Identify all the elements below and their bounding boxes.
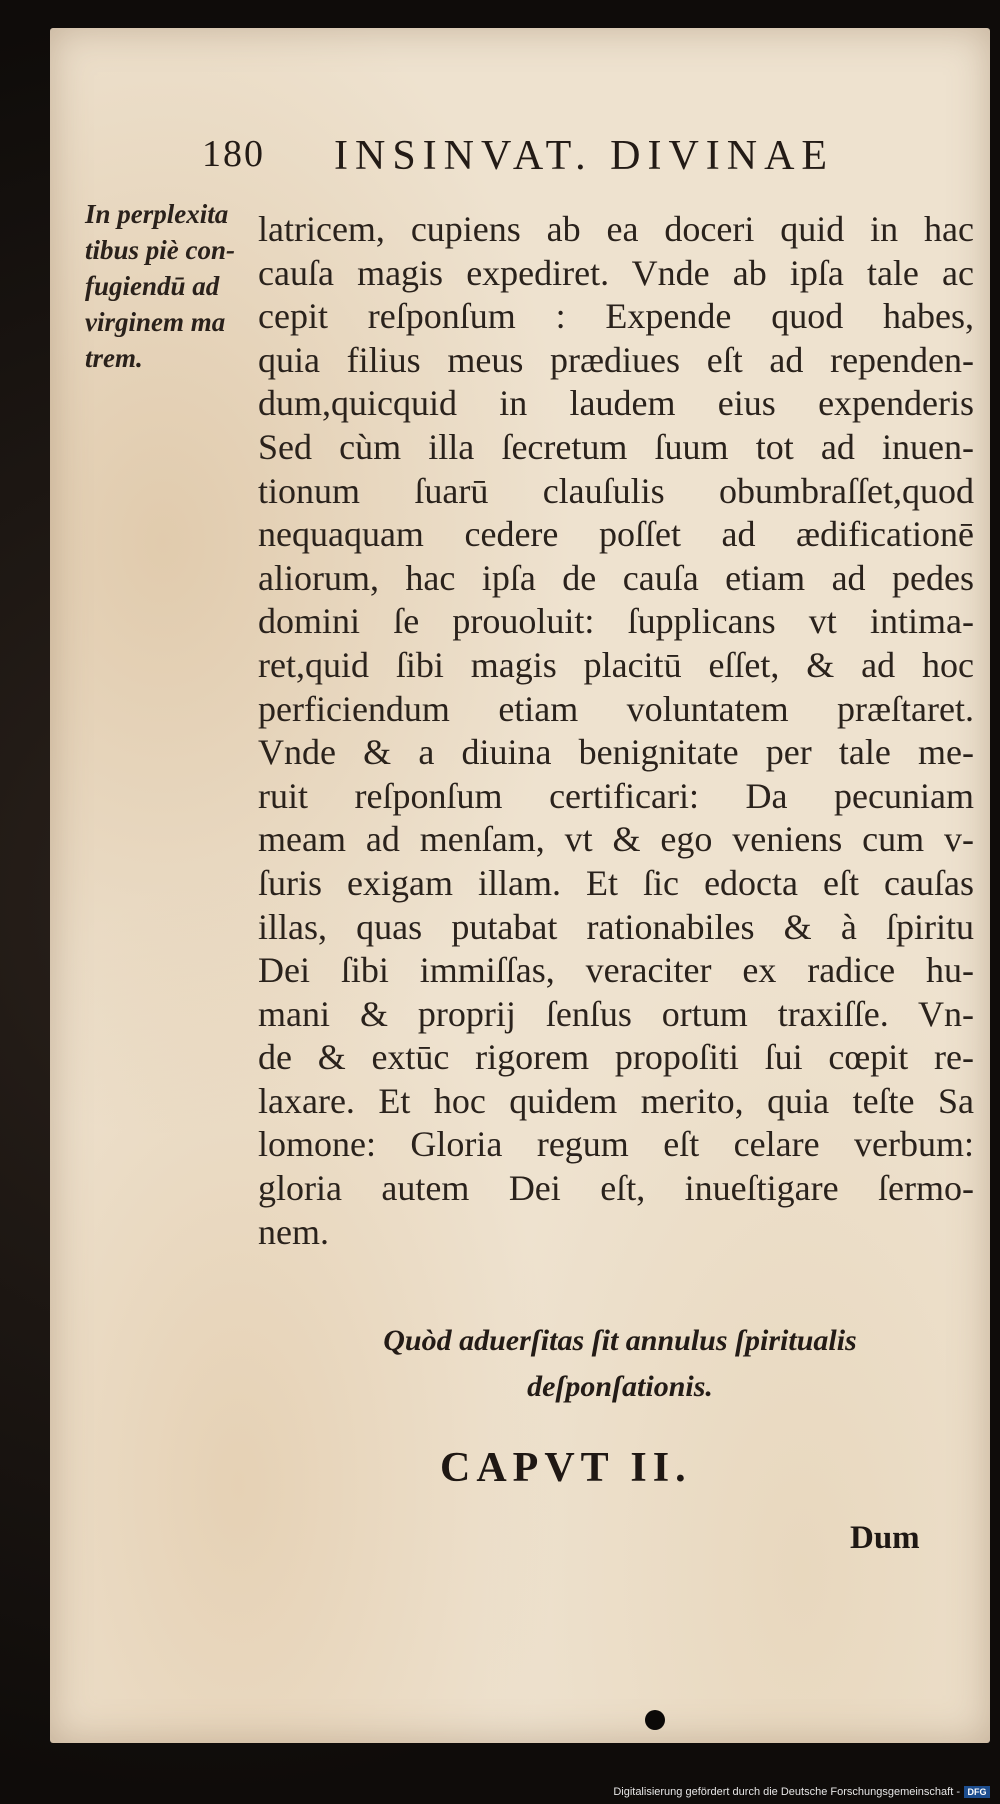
marginal-note-line: In perplexita bbox=[85, 199, 229, 229]
text-line: nem. bbox=[258, 1211, 329, 1252]
dfg-logo: DFG bbox=[964, 1786, 990, 1798]
text-line: ſuris exigam illam. Et ſic edocta eſt cauſas bbox=[258, 862, 974, 903]
binding-mark bbox=[645, 1710, 665, 1730]
marginal-note-line: fugiendū ad bbox=[85, 271, 220, 301]
text-line: tionum ſuarū clauſulis obumbraſſet,quod bbox=[258, 470, 974, 511]
catchword: Dum bbox=[850, 1520, 920, 1556]
text-line: quia filius meus prædiues eſt ad rependen- bbox=[258, 339, 974, 380]
text-line: gloria autem Dei eſt, inueſtigare ſermo- bbox=[258, 1168, 974, 1209]
text-line: ruit reſponſum certificari: Da pecuniam bbox=[258, 775, 974, 816]
text-line: cepit reſponſum : Expende quod habes, bbox=[258, 296, 974, 337]
text-line: illas, quas putabat rationabiles & à ſpiritu bbox=[258, 906, 974, 947]
text-line: lomone: Gloria regum eſt celare verbum: bbox=[258, 1124, 974, 1165]
text-line: cauſa magis expediret. Vnde ab ipſa tale ac bbox=[258, 252, 974, 293]
body-text bbox=[258, 208, 974, 1254]
text-line: de & extūc rigorem propoſiti ſui cœpit re- bbox=[258, 1037, 974, 1078]
text-line: nequaquam cedere poſſet ad ædificationē bbox=[258, 514, 974, 555]
marginal-note-line: virginem ma bbox=[85, 307, 226, 337]
digitization-credit bbox=[613, 1784, 990, 1800]
text-line: perficiendum etiam voluntatem præſtaret. bbox=[258, 688, 974, 729]
text-line: Sed cùm illa ſecretum ſuum tot ad inuen- bbox=[258, 426, 974, 467]
text-line: domini ſe prouoluit: ſupplicans vt intima- bbox=[258, 601, 974, 642]
text-line: dum,quicquid in laudem eius expenderis bbox=[258, 383, 974, 424]
caption-line: Quòd aduerſitas ſit annulus ſpiritualis bbox=[383, 1324, 857, 1357]
credit-text: Digitalisierung gefördert durch die Deutsche Forschungsgemeinschaft - bbox=[613, 1786, 960, 1798]
section-caption bbox=[300, 1318, 940, 1410]
text-line: laxare. Et hoc quidem merito, quia teſte Sa bbox=[258, 1080, 974, 1121]
page-number: 180 bbox=[202, 133, 265, 175]
text-line: meam ad menſam, vt & ego veniens cum v- bbox=[258, 819, 974, 860]
chapter-heading: CAPVT II. bbox=[440, 1445, 692, 1491]
marginal-note-line: tibus piè con- bbox=[85, 235, 236, 265]
text-line: mani & proprij ſenſus ortum traxiſſe. Vn- bbox=[258, 993, 974, 1034]
text-line: latricem, cupiens ab ea doceri quid in hac bbox=[258, 209, 974, 249]
text-line: Dei ſibi immiſſas, veraciter ex radice hu- bbox=[258, 950, 974, 991]
text-line: Vnde & a diuina benignitate per tale me- bbox=[258, 732, 974, 773]
marginal-note bbox=[85, 196, 265, 376]
marginal-note-line: trem. bbox=[85, 343, 143, 373]
text-line: ret,quid ſibi magis placitū eſſet, & ad hoc bbox=[258, 644, 974, 685]
running-title: INSINVAT. DIVINAE bbox=[334, 133, 835, 179]
text-line: aliorum, hac ipſa de cauſa etiam ad pedes bbox=[258, 557, 974, 598]
caption-line: deſponſationis. bbox=[527, 1370, 713, 1403]
